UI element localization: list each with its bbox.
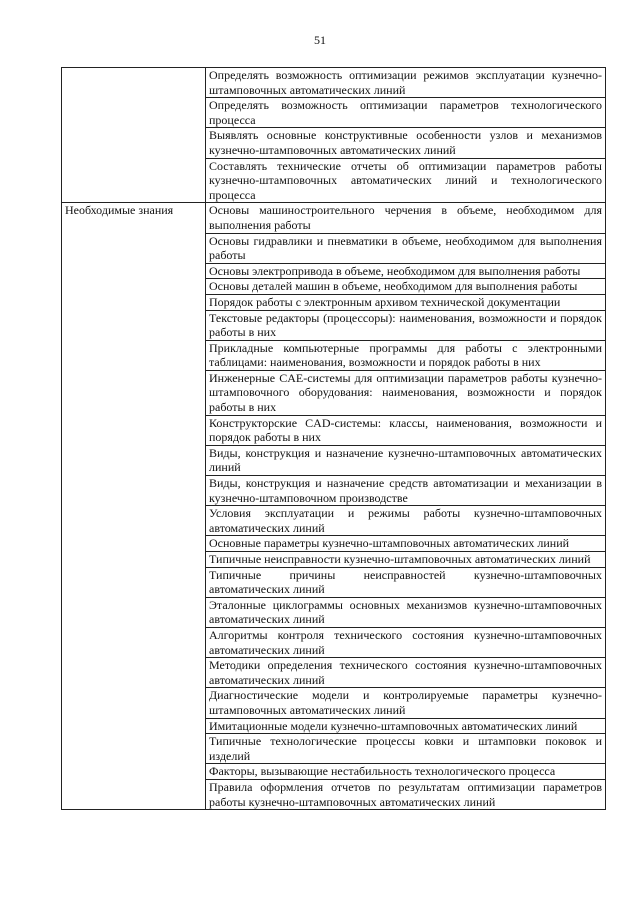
requirement-item: Определять возможность оптимизации параметров технологического процесса xyxy=(206,98,606,128)
requirement-item: Основы гидравлики и пневматики в объеме, необходимом для выполнения работы xyxy=(206,233,606,263)
requirement-item: Условия эксплуатации и режимы работы кузнечно-штамповочных автоматических линий xyxy=(206,506,606,536)
requirement-item: Эталонные циклограммы основных механизмов кузнечно-штамповочных автоматических линий xyxy=(206,597,606,627)
requirement-item: Виды, конструкция и назначение кузнечно-штамповочных автоматических линий xyxy=(206,445,606,475)
table-row xyxy=(62,203,606,233)
section-label: Необходимые знания xyxy=(62,203,206,810)
requirement-item: Инженерные CAE-системы для оптимизации параметров работы кузнечно-штамповочного оборудования: наименования, возможности и порядок работы в них xyxy=(206,370,606,415)
requirement-item: Типичные неисправности кузнечно-штамповочных автоматических линий xyxy=(206,552,606,568)
requirement-item: Основы электропривода в объеме, необходимом для выполнения работы xyxy=(206,263,606,279)
section-label-empty xyxy=(62,68,206,203)
page-number: 51 xyxy=(314,33,326,47)
requirement-item: Алгоритмы контроля технического состояния кузнечно-штамповочных автоматических линий xyxy=(206,627,606,657)
requirement-item: Основные параметры кузнечно-штамповочных автоматических линий xyxy=(206,536,606,552)
requirements-table-body xyxy=(62,68,606,810)
requirement-item: Методики определения технического состояния кузнечно-штамповочных автоматических линий xyxy=(206,658,606,688)
requirement-item: Составлять технические отчеты об оптимизации параметров работы кузнечно-штамповочных автоматических линий и технологического процесса xyxy=(206,158,606,203)
requirement-item: Текстовые редакторы (процессоры): наименования, возможности и порядок работы в них xyxy=(206,310,606,340)
table-row xyxy=(62,68,606,98)
requirement-item: Виды, конструкция и назначение средств автоматизации и механизации в кузнечно-штамповочном производстве xyxy=(206,476,606,506)
requirement-item: Типичные технологические процессы ковки и штамповки поковок и изделий xyxy=(206,734,606,764)
requirement-item: Определять возможность оптимизации режимов эксплуатации кузнечно-штамповочных автоматических линий xyxy=(206,68,606,98)
requirement-item: Правила оформления отчетов по результатам оптимизации параметров работы кузнечно-штамповочных автоматических линий xyxy=(206,779,606,809)
requirement-item: Основы деталей машин в объеме, необходимом для выполнения работы xyxy=(206,279,606,295)
requirement-item: Основы машиностроительного черчения в объеме, необходимом для выполнения работы xyxy=(206,203,606,233)
requirement-item: Факторы, вызывающие нестабильность технологического процесса xyxy=(206,764,606,780)
requirement-item: Порядок работы с электронным архивом технической документации xyxy=(206,294,606,310)
requirement-item: Конструкторские CAD-системы: классы, наименования, возможности и порядок работы в них xyxy=(206,415,606,445)
requirement-item: Прикладные компьютерные программы для работы с электронными таблицами: наименования, возможности и порядок работы в них xyxy=(206,340,606,370)
requirements-table xyxy=(61,67,606,810)
requirement-item: Выявлять основные конструктивные особенности узлов и механизмов кузнечно-штамповочных автоматических линий xyxy=(206,128,606,158)
requirement-item: Типичные причины неисправностей кузнечно-штамповочных автоматических линий xyxy=(206,567,606,597)
requirement-item: Диагностические модели и контролируемые параметры кузнечно-штамповочных автоматических линий xyxy=(206,688,606,718)
requirement-item: Имитационные модели кузнечно-штамповочных автоматических линий xyxy=(206,718,606,734)
